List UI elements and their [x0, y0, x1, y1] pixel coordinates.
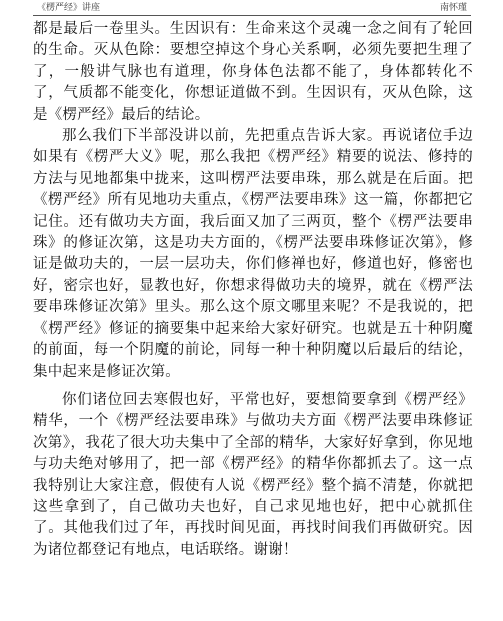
header-author: 南怀瑾 — [439, 3, 467, 13]
body-text — [33, 19, 473, 561]
paragraph-closing: 你们诸位回去寒假也好，平常也好，要想简要拿到《楞严经》精华，一个《楞严经法要串珠》与做功夫方面《楞严法要串珠修证次第》，我花了很大功夫集中了全部的精华，大家好好拿到，你见地与功夫绝对够用了，把一部《楞严经》的精华你都抓去了。这一点我特别让大家注意，假使有人说《楞严经》整个搞不清楚，你就把这些拿到了，自己做功夫也好，自己求见地也好，把中心就抓住了。其他我们过了年，再找时间见面，再找时间我们再做研究。因为诸位都登记有地点，电话联络。谢谢！ — [33, 391, 473, 558]
paragraph-overview: 那么我们下半部没讲以前，先把重点告诉大家。再说诸位手边如果有《楞严大义》呢，那么我把《楞严经》精要的说法、修持的方法与见地都集中拢来，这叫楞严法要串珠，那么就是在后面。把《楞严经》所有见地功夫重点，《楞严法要串珠》这一篇，你都把它记住。还有做功夫方面，我后面又加了三两页，整个《楞严法要串珠》的修证次第，这是功夫方面的，《楞严法要串珠修证次第》，修证是做功夫的，一层一层功夫，你们修禅也好，修道也好，修密也好，密宗也好，显教也好，你想求得做功夫的境界，就在《楞严法要串珠修证次第》里头。那么这个原文哪里来呢？不是我说的，把《楞严经》修证的摘要集中起来给大家好研究。也就是五十种阴魔的前面，每一个阴魔的前论，同每一种十种阴魔以后最后的结论，集中起来是修证次第。 — [33, 128, 473, 380]
header-book-title: 《楞严经》讲座 — [37, 3, 101, 13]
paragraph-continuation: 都是最后一卷里头。生因识有：生命来这个灵魂一念之间有了轮回的生命。灭从色除：要想空掉这个身心关系啊，必须先要把生理了了，一般讲气脉也有道理，你身体色法都不能了，身体都转化不了，气质都不能变化，你想证道做不到。生因识有，灭从色除，这是《楞严经》最后的结论。 — [33, 21, 473, 123]
header-divider — [33, 15, 471, 16]
paragraph-spacer — [33, 383, 473, 390]
running-header — [33, 2, 471, 14]
